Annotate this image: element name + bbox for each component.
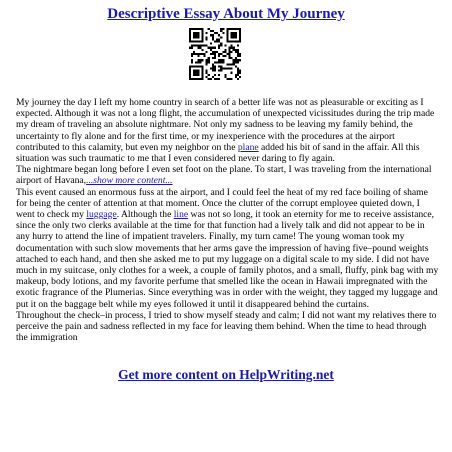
essay-paragraph bbox=[16, 97, 440, 164]
essay-title-link[interactable]: Descriptive Essay About My Journey bbox=[107, 6, 345, 22]
show-more-content-link[interactable]: ...show more content... bbox=[86, 175, 173, 187]
essay-text: added his bit of sand in the affair. All this situation was such traumatic to me that I even considered never daring to fly again. bbox=[16, 141, 420, 165]
inline-keyword-link[interactable]: plane bbox=[237, 141, 259, 153]
get-more-content-link[interactable]: Get more content on HelpWriting.net bbox=[118, 367, 334, 382]
essay-body bbox=[16, 97, 440, 343]
essay-text: Throughout the check–in process, I tried to show myself steady and calm; I did not want my relatives there to perceive the pain and sadness reflected in my face for leaving them behind. When the time to head through the immigration bbox=[16, 309, 437, 344]
essay-text: My journey the day I left my home country in search of a better life was not as pleasurable or exciting as I expected. Although it was not a long flight, the accumulation of unexpected vicissitudes during the trip made my dream of traveling an absolute nightmare. Not only my sadness to be leaving my family behind, the uncertainty to fly alone and for the first time, or my inexperience with the procedures at the airport contributed to this calamity, but even my neighbor on the bbox=[16, 97, 435, 153]
qr-code-icon bbox=[189, 28, 241, 80]
essay-text: This event caused an enormous fuss at the airport, and I could feel the heat of my red face boiling of shame for being the center of attention at that moment. Once the clutter of the corrupt employee quieted down, I went to check my bbox=[16, 186, 428, 221]
essay-text: . Although the bbox=[116, 209, 174, 221]
inline-keyword-link[interactable]: luggage bbox=[86, 209, 117, 221]
essay-text: The nightmare began long before I even set foot on the plane. To start, I was traveling from the international airport of Havana, bbox=[16, 164, 432, 187]
inline-keyword-link[interactable]: line bbox=[173, 209, 189, 221]
essay-paragraph bbox=[16, 187, 440, 310]
essay-paragraph bbox=[16, 310, 440, 344]
essay-paragraph bbox=[16, 164, 440, 186]
essay-text: was not so long, it took an eternity for me to receive assistance, since the only two clerks available at the time for that function had a lively talk and did not appear to be in any hurry to attend the line of impatient travelers. Finally, my turn came! The young woman took my documentation with such slow movements that her arms gave the impression of having five–pound weights attached to each hand, and then she asked me to put my luggage on a digital scale to my side. I did not have much in my suitcase, only clothes for a week, a couple of family photos, and a small, fluffy, pink bag with my makeup, body lotions, and my favorite perfume that smelled like the ocean in Hawaii impregnated with the exotic fragrance of the Plumerias. Since everything was in order with the weight, they tagged my luggage and put it on the baggage belt while my eyes followed it until it disappeared behind the curtains. bbox=[16, 209, 439, 310]
